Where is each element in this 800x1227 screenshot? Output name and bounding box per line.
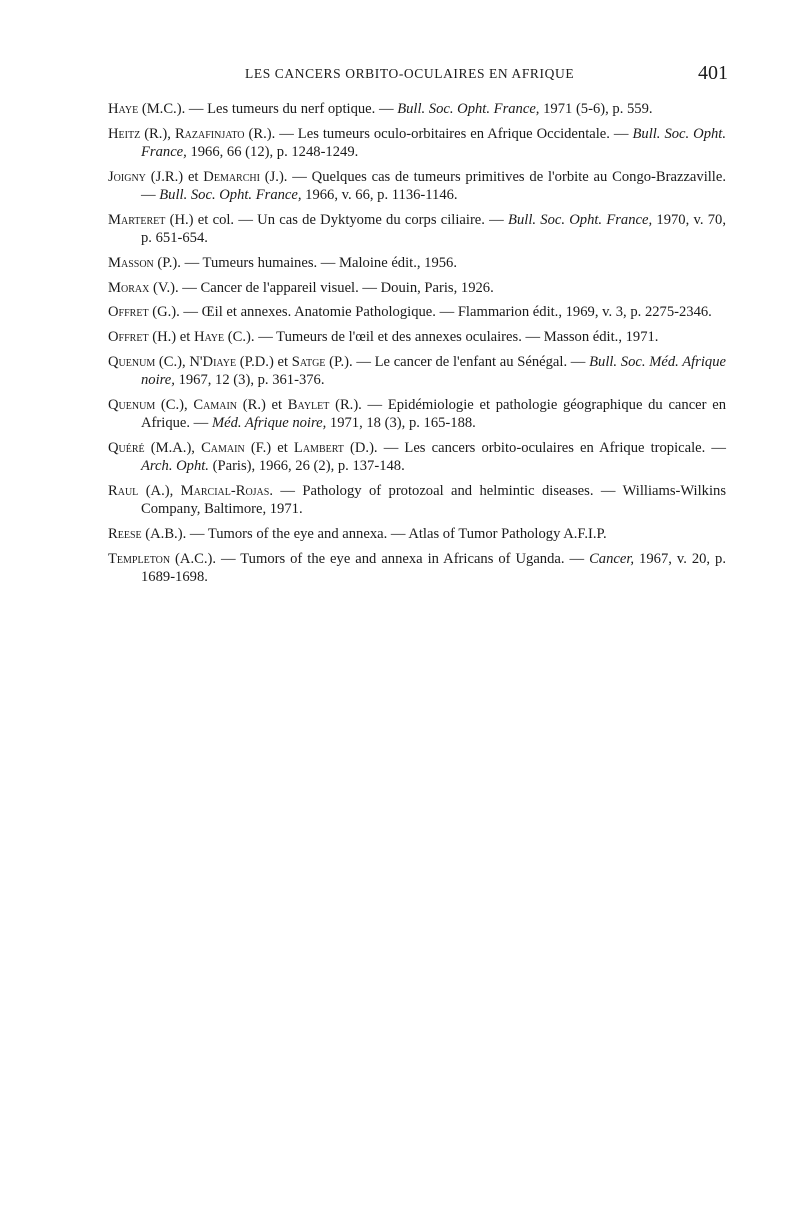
- ref-author: Razafinjato: [174, 125, 245, 142]
- reference-item: [108, 168, 726, 204]
- ref-author: Offret: [108, 329, 149, 346]
- running-head: [108, 62, 728, 86]
- ref-text: (R.). — Epidémiologie et pathologie géographique du cancer en Afrique. —: [141, 396, 726, 432]
- ref-journal: Cancer,: [589, 550, 635, 567]
- ref-author: Reese: [108, 525, 142, 542]
- ref-text: (Paris), 1966, 26 (2), p. 137-148.: [208, 458, 405, 475]
- ref-text: (H.) et: [148, 329, 194, 346]
- ref-journal: Arch. Opht.: [141, 458, 209, 475]
- reference-item: [108, 396, 726, 432]
- ref-text: (J.). — Quelques cas de tumeurs primitives de l'orbite au Congo-Brazzaville. —: [141, 168, 726, 203]
- ref-text: (A.B.). — Tumors of the eye and annexa. — Atlas of Tumor Pathology A.F.I.P.: [141, 525, 607, 542]
- ref-author: Demarchi: [203, 168, 260, 185]
- reference-item: [108, 328, 726, 346]
- ref-text: 1966, 66 (12), p. 1248-1249.: [186, 144, 359, 160]
- reference-item: [108, 125, 726, 161]
- ref-journal: Bull. Soc. Opht. France,: [141, 125, 726, 160]
- ref-text: (C.),: [155, 353, 190, 370]
- reference-item: [108, 439, 726, 475]
- reference-item: [108, 279, 726, 297]
- ref-text: 1967, 12 (3), p. 361-376.: [174, 372, 325, 389]
- reference-item: [108, 254, 726, 272]
- reference-item: [108, 211, 726, 247]
- reference-item: [108, 482, 726, 518]
- ref-text: 1971 (5-6), p. 559.: [539, 101, 653, 117]
- ref-text: 1966, v. 66, p. 1136-1146.: [301, 187, 458, 203]
- ref-author: Raul: [108, 482, 139, 499]
- ref-text: (P.D.) et: [236, 353, 292, 370]
- ref-text: (P.). — Le cancer de l'enfant au Sénégal. —: [325, 353, 590, 370]
- page-number: 401: [698, 62, 728, 84]
- ref-author: Baylet: [287, 396, 330, 413]
- ref-author: Marteret: [108, 211, 166, 228]
- reference-item: [108, 525, 726, 543]
- reference-item: [108, 303, 726, 321]
- ref-text: (D.). — Les cancers orbito-oculaires en Afrique tropicale. —: [343, 439, 726, 456]
- ref-text: 1967, v. 20, p. 1689-1698.: [141, 550, 726, 585]
- ref-text: (A.),: [138, 482, 181, 499]
- ref-author: Quenum: [108, 396, 156, 413]
- ref-author: Masson: [108, 254, 154, 271]
- ref-text: (M.A.),: [144, 439, 202, 456]
- ref-author: Morax: [108, 279, 150, 296]
- ref-author: Quéré: [108, 439, 145, 456]
- ref-text: (V.). — Cancer de l'appareil visuel. — Douin, Paris, 1926.: [149, 279, 494, 296]
- ref-author: Lambert: [293, 439, 344, 456]
- ref-author: Templeton: [108, 550, 171, 567]
- ref-text: (M.C.). — Les tumeurs du nerf optique. —: [138, 101, 398, 117]
- ref-text: (G.). — Œil et annexes. Anatomie Pathologique. — Flammarion édit., 1969, v. 3, p. 2275-2346.: [148, 304, 712, 321]
- ref-author: Quenum: [108, 353, 156, 370]
- ref-author: Haye: [193, 329, 225, 346]
- ref-text: (A.C.). — Tumors of the eye and annexa in Africans of Uganda. —: [170, 550, 590, 567]
- ref-author: N'Diaye: [189, 353, 237, 370]
- ref-text: 1970, v. 70, p. 651-654.: [141, 211, 726, 246]
- ref-author: Joigny: [108, 168, 146, 185]
- ref-author: Heitz: [108, 125, 141, 142]
- running-title: LES CANCERS ORBITO-OCULAIRES EN AFRIQUE: [245, 66, 575, 81]
- ref-author: Marcial-Rojas: [180, 482, 270, 499]
- ref-text: (R.) et: [237, 396, 288, 413]
- ref-text: (R.),: [140, 125, 175, 142]
- ref-author: Camain: [193, 396, 238, 413]
- ref-text: (R.). — Les tumeurs oculo-orbitaires en Afrique Occidentale. —: [244, 125, 633, 142]
- ref-journal: Bull. Soc. Opht. France,: [159, 187, 302, 203]
- ref-text: (C.). — Tumeurs de l'œil et des annexes oculaires. — Masson édit., 1971.: [224, 329, 659, 346]
- reference-item: [108, 100, 726, 118]
- ref-journal: Bull. Soc. Opht. France,: [397, 101, 540, 117]
- ref-text: (F.) et: [244, 439, 294, 456]
- ref-author: Camain: [201, 439, 245, 456]
- ref-text: . — Pathology of protozoal and helmintic diseases. — Williams-Wilkins Company, Baltimore, 1971.: [141, 482, 726, 518]
- ref-author: Offret: [108, 304, 149, 321]
- reference-item: [108, 353, 726, 389]
- ref-author: Haye: [108, 101, 139, 117]
- ref-author: Satge: [291, 353, 326, 370]
- ref-text: 1971, 18 (3), p. 165-188.: [326, 415, 476, 432]
- reference-list: [108, 100, 726, 593]
- ref-text: (H.) et col. — Un cas de Dyktyome du corps ciliaire. —: [165, 211, 509, 228]
- ref-journal: Bull. Soc. Opht. France,: [508, 211, 653, 228]
- ref-text: (J.R.) et: [145, 168, 204, 185]
- reference-item: [108, 550, 726, 586]
- ref-text: (C.),: [155, 396, 194, 413]
- ref-journal: Méd. Afrique noire,: [211, 415, 327, 432]
- ref-journal: Bull. Soc. Méd. Afrique noire,: [141, 353, 726, 389]
- ref-text: (P.). — Tumeurs humaines. — Maloine édit., 1956.: [153, 254, 457, 271]
